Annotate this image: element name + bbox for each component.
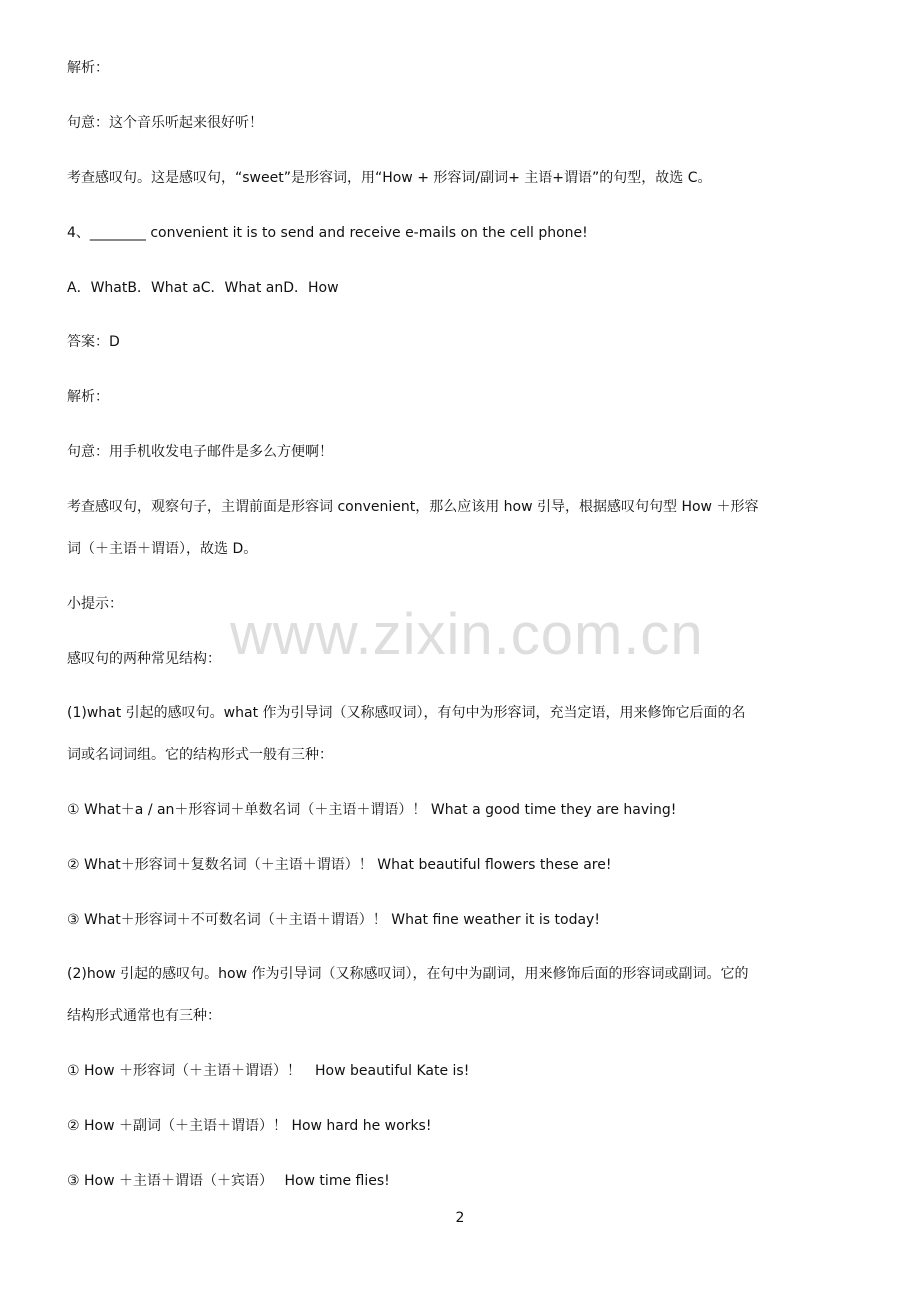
- how-pattern-2: ② How ＋副词（＋主语＋谓语）！ How hard he works!: [67, 1118, 432, 1134]
- what-exclamation-line-1: (1)what 引起的感叹句。what 作为引导词（又称感叹词），有句中为形容词，充当定语，用来修饰它后面的名: [67, 705, 746, 721]
- tips-heading: 感叹句的两种常见结构：: [67, 651, 221, 667]
- what-pattern-1: ① What＋a / an＋形容词＋单数名词（＋主语＋谓语）！ What a good time they are having!: [67, 802, 677, 818]
- how-exclamation-line-2: 结构形式通常也有三种：: [67, 1008, 221, 1024]
- page-number: 2: [455, 1210, 465, 1226]
- sentence-meaning-1: 句意：这个音乐听起来很好听！: [67, 115, 263, 131]
- explanation-2-line-1: 考查感叹句，观察句子，主谓前面是形容词 convenient，那么应该用 how 引导，根据感叹句句型 How ＋形容: [67, 499, 759, 515]
- question-4-options: A．WhatB．What aC．What anD．How: [67, 280, 339, 296]
- what-pattern-2: ② What＋形容词＋复数名词（＋主语＋谓语）！ What beautiful flowers these are!: [67, 857, 612, 873]
- sentence-meaning-2: 句意：用手机收发电子邮件是多么方便啊！: [67, 444, 333, 460]
- question-4: 4、________ convenient it is to send and receive e-mails on the cell phone!: [67, 225, 588, 241]
- tips-label: 小提示：: [67, 596, 123, 612]
- how-pattern-3: ③ How ＋主语＋谓语（＋宾语） How time flies!: [67, 1173, 390, 1189]
- what-exclamation-line-2: 词或名词词组。它的结构形式一般有三种：: [67, 747, 333, 763]
- explanation-2-line-2: 词（＋主语＋谓语），故选 D。: [67, 541, 258, 557]
- how-pattern-1: ① How ＋形容词（＋主语＋谓语）！ How beautiful Kate is!: [67, 1063, 470, 1079]
- watermark: www.zixin.com.cn: [230, 602, 704, 667]
- analysis-label-1: 解析：: [67, 60, 109, 76]
- how-exclamation-line-1: (2)how 引起的感叹句。how 作为引导词（又称感叹词），在句中为副词，用来修饰后面的形容词或副词。它的: [67, 966, 749, 982]
- explanation-1: 考查感叹句。这是感叹句，“sweet”是形容词，用“How + 形容词/副词+ 主语+谓语”的句型，故选 C。: [67, 170, 712, 186]
- analysis-label-2: 解析：: [67, 389, 109, 405]
- what-pattern-3: ③ What＋形容词＋不可数名词（＋主语＋谓语）！ What fine weather it is today!: [67, 912, 600, 928]
- answer-label: 答案：D: [67, 334, 120, 350]
